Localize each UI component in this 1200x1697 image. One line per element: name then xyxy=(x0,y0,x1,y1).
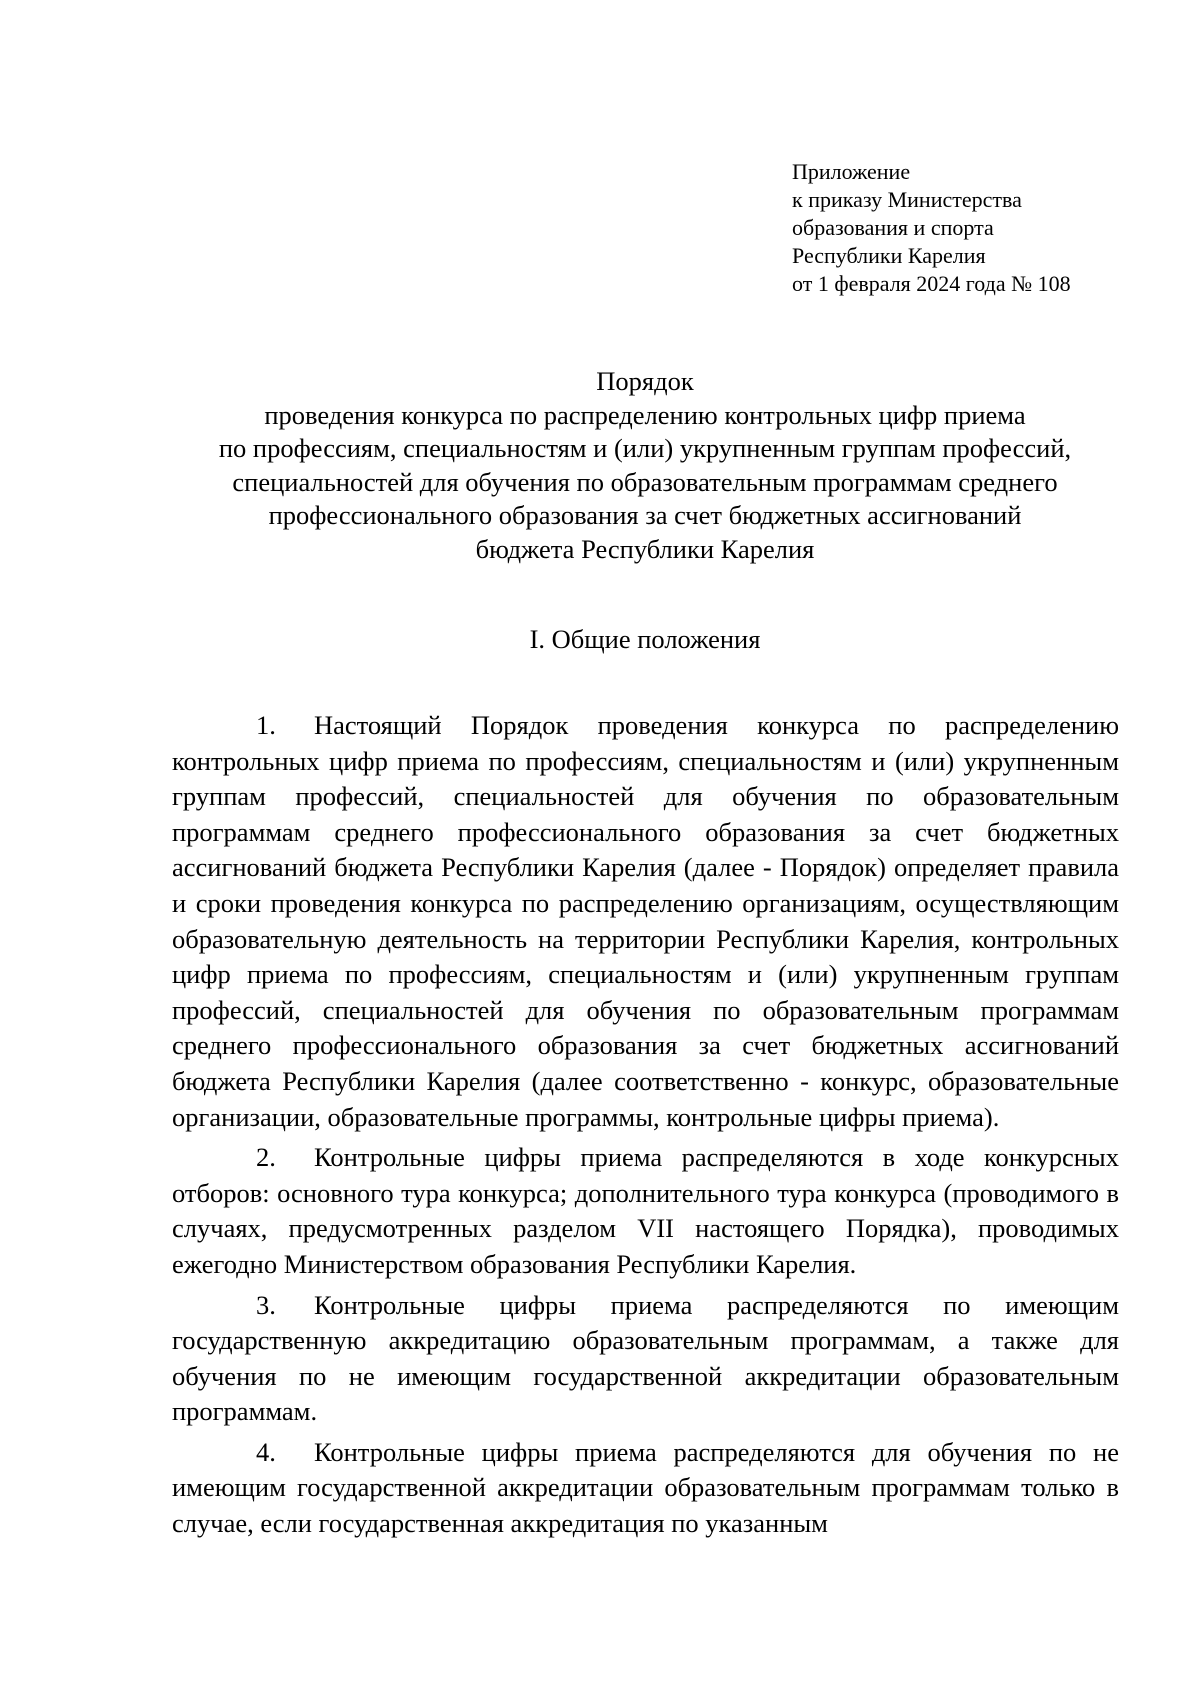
paragraph-text: Контрольные цифры приема распределяются в ходе конкурсных отборов: основного тура конкурса; дополнительного тура конкурса (проводимого в случаях, предусмотренных разделом VII настоящего Порядка), проводимых ежегодно Министерством образования Республики Карелия. xyxy=(172,1142,1119,1279)
document-body xyxy=(172,708,1119,1542)
appendix-line: к приказу Министерства xyxy=(792,187,1022,212)
appendix-line: образования и спорта xyxy=(792,215,994,240)
paragraph-number: 4. xyxy=(256,1436,276,1467)
paragraph-number: 2. xyxy=(256,1142,276,1173)
title-line: специальностей для обучения по образовательным программам среднего xyxy=(232,466,1058,497)
paragraph-4 xyxy=(172,1435,1119,1542)
title-line: по профессиям, специальностям и (или) укрупненным группам профессий, xyxy=(218,433,1072,463)
paragraph-text: Контрольные цифры приема распределяются для обучения по не имеющим государственной аккредитации образовательным программам только в случае, если государственная аккредитация по указанным xyxy=(172,1436,1119,1539)
paragraph-number: 1. xyxy=(256,710,276,740)
appendix-line: Республики Карелия xyxy=(792,243,986,268)
paragraph-text: Настоящий Порядок проведения конкурса по распределению контрольных цифр приема по профессиям, специальностям и (или) укрупненным группам профессий, специальностей для обучения по образовательным программам среднего профессионального образования за счет бюджетных ассигнований бюджета Республики Карелия (далее - Порядок) определяет правила и сроки проведения конкурса по распределению организациям, осуществляющим образовательную деятельность на территории Республики Карелия, контрольных цифр приема по профессиям, специальностям и (или) укрупненным группам профессий, специальностей для обучения по образовательным программам среднего профессионального образования за счет бюджетных ассигнований бюджета Республики Карелия (далее соответственно - конкурс, образовательные организации, образовательные программы, контрольные цифры приема). xyxy=(172,710,1119,1132)
appendix-note xyxy=(792,158,1071,298)
document-title xyxy=(150,365,1140,566)
paragraph-3 xyxy=(172,1288,1119,1430)
paragraph-2 xyxy=(172,1140,1119,1282)
title-line: Порядок xyxy=(596,366,694,396)
title-line: профессионального образования за счет бюджетных ассигнований xyxy=(268,500,1022,530)
section-heading: I. Общие положения xyxy=(529,624,761,654)
appendix-line: от 1 февраля 2024 года № 108 xyxy=(792,271,1071,296)
title-line: проведения конкурса по распределению контрольных цифр приема xyxy=(264,399,1026,430)
title-line: бюджета Республики Карелия xyxy=(475,533,815,564)
paragraph-text: Контрольные цифры приема распределяются по имеющим государственную аккредитацию образовательным программам, а также для обучения по не имеющим государственной аккредитации образовательным программам. xyxy=(172,1289,1119,1427)
appendix-line: Приложение xyxy=(792,159,911,184)
paragraph-number: 3. xyxy=(256,1289,276,1320)
paragraph-1 xyxy=(172,708,1119,1135)
